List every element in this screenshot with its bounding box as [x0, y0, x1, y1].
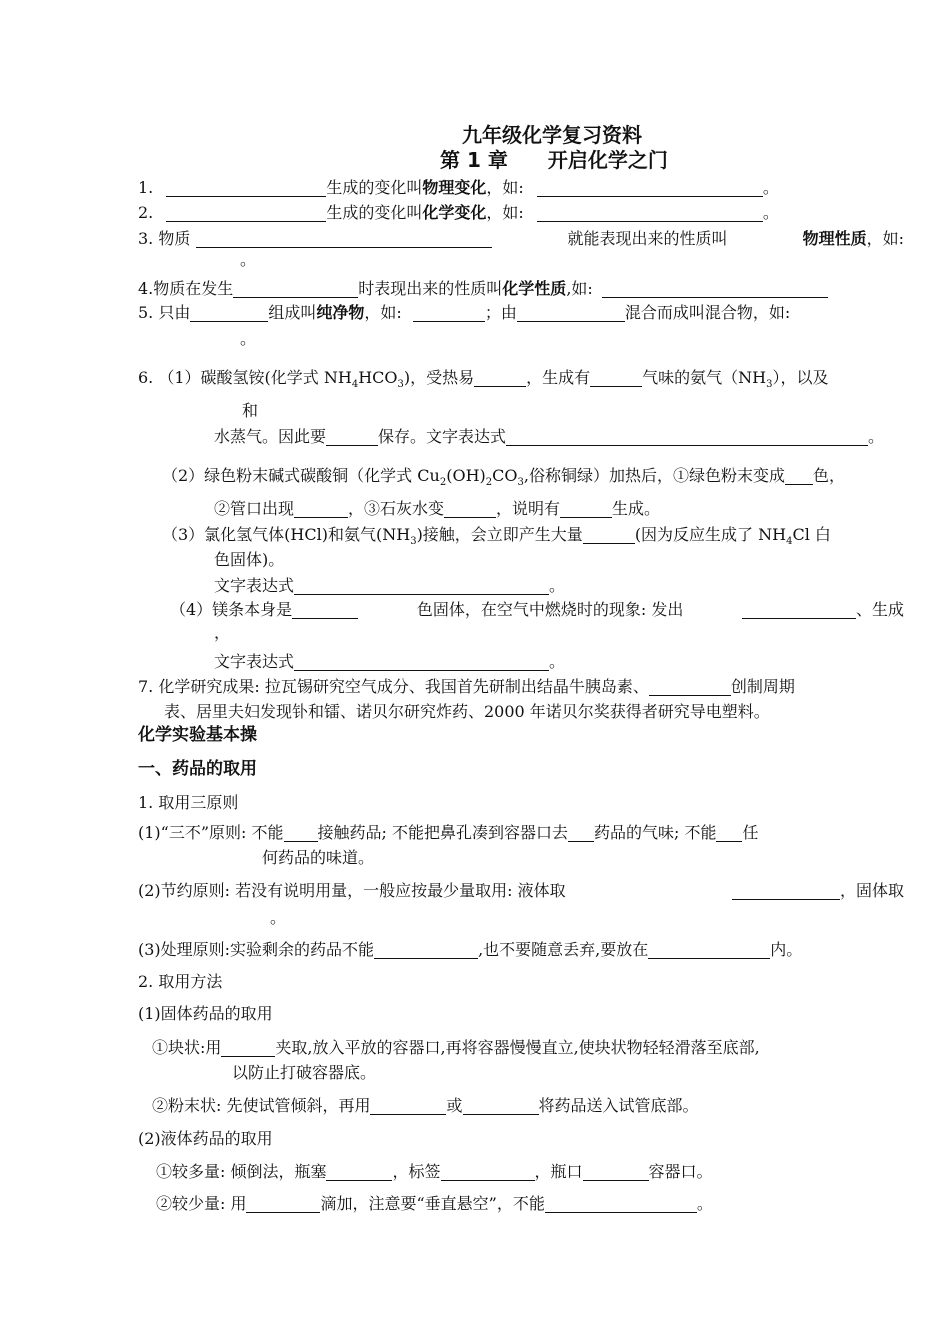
blank[interactable]: [166, 179, 326, 197]
rule-3: (3)处理原则:实验剩余的药品不能 ,也不要随意丢弃,要放在 内。: [138, 940, 803, 959]
blank[interactable]: [785, 467, 813, 485]
item-6-2: （2）绿色粉末碱式碳酸铜（化学式 $Cu_2(OH)_2CO_3$,俗称铜绿）加热后，①绿色粉末变成 色，: [162, 466, 845, 489]
item-6-2-cont: ②管口出现 ，③石灰水变 ，说明有 生成。: [214, 499, 661, 518]
blank[interactable]: [441, 1163, 535, 1181]
item-5-cont: 。: [240, 329, 257, 348]
item-6-4: （4）镁条本身是 色固体，在空气中燃烧时的现象: 发出 、生成: [170, 600, 904, 619]
blank[interactable]: [413, 304, 485, 322]
blank[interactable]: [583, 1163, 649, 1181]
item-6-4-eq: 文字表达式 。: [214, 652, 566, 671]
method-2b: ②较少量: 用 滴加，注意要“垂直悬空”，不能 。: [156, 1194, 713, 1213]
blank[interactable]: [196, 230, 492, 248]
blank[interactable]: [294, 577, 549, 595]
blank[interactable]: [292, 601, 358, 619]
method-1: (1)固体药品的取用: [138, 1004, 273, 1023]
item-7: 7. 化学研究成果: 拉瓦锡研究空气成分、我国首先研制出结晶牛胰岛素、 创制周期: [138, 677, 795, 696]
section-heading: 化学实验基本操: [138, 725, 257, 745]
blank[interactable]: [506, 428, 868, 446]
blank[interactable]: [190, 304, 268, 322]
method-1b: ②粉末状: 先使试管倾斜，再用 或 将药品送入试管底部。: [152, 1096, 699, 1115]
rule-2: (2)节约原则: 若没有说明用量，一般应按最少量取用: 液体取 ，固体取: [138, 881, 904, 900]
item-6-1: 6. （1）碳酸氢铵(化学式 $NH_4HCO_3$)，受热易 ，生成有 气味的氨气$(NH_3)$，以及: [138, 368, 829, 391]
rule-2-cont: 。: [270, 908, 287, 927]
rule-1: (1)“三不”原则: 不能 接触药品; 不能把鼻孔凑到容器口去 药品的气味; 不能 任: [138, 823, 759, 842]
blank[interactable]: [537, 204, 763, 222]
item-3: 3. 物质 就能表现出来的性质叫 物理性质，如:: [138, 229, 904, 248]
item-6-3-cont: 色固体)。: [214, 550, 285, 569]
blank[interactable]: [284, 824, 318, 842]
blank[interactable]: [370, 1097, 446, 1115]
blank[interactable]: [326, 428, 378, 446]
item-6-4-comma: ，: [214, 623, 231, 642]
blank[interactable]: [649, 678, 731, 696]
method-1a-cont: 以防止打破容器底。: [232, 1063, 377, 1082]
item-1: 1. 生成的变化叫物理变化，如: 。: [138, 178, 779, 197]
blank[interactable]: [648, 941, 770, 959]
method-1a: ①块状:用 夹取,放入平放的容器口,再将容器慢慢直立,使块状物轻轻滑落至底部,: [152, 1038, 760, 1057]
blank[interactable]: [583, 526, 635, 544]
blank[interactable]: [246, 1195, 320, 1213]
blank[interactable]: [294, 500, 348, 518]
item-6-1-and: 和: [242, 401, 259, 420]
blank[interactable]: [517, 304, 625, 322]
blank[interactable]: [374, 941, 478, 959]
blank[interactable]: [221, 1039, 275, 1057]
blank[interactable]: [568, 824, 594, 842]
item-4: 4.物质在发生 时表现出来的性质叫化学性质,如:: [138, 278, 828, 300]
paragraph-2: 2. 取用方法: [138, 972, 223, 991]
item-3-cont: 。: [240, 250, 257, 269]
blank[interactable]: [444, 500, 496, 518]
blank[interactable]: [545, 1195, 697, 1213]
blank[interactable]: [294, 653, 549, 671]
blank[interactable]: [560, 500, 612, 518]
blank[interactable]: [537, 179, 763, 197]
chapter-title: 第 1 章 开启化学之门: [440, 148, 668, 172]
blank[interactable]: [474, 369, 526, 387]
blank[interactable]: [742, 601, 856, 619]
blank[interactable]: [233, 280, 358, 298]
rule-1-cont: 何药品的味道。: [262, 848, 375, 867]
paragraph-1: 1. 取用三原则: [138, 793, 239, 812]
blank[interactable]: [166, 204, 326, 222]
method-2a: ①较多量: 倾倒法，瓶塞 ，标签 ，瓶口 容器口。: [156, 1162, 713, 1181]
blank[interactable]: [716, 824, 742, 842]
subsection-heading: 一、药品的取用: [138, 759, 257, 779]
blank[interactable]: [602, 280, 828, 298]
document-title: 九年级化学复习资料: [462, 123, 642, 147]
item-6-3-eq: 文字表达式 。: [214, 576, 566, 595]
blank[interactable]: [463, 1097, 539, 1115]
blank[interactable]: [590, 369, 642, 387]
item-6-1-cont: 水蒸气。因此要 保存。文字表达式 。: [214, 427, 885, 446]
item-6-3: （3）氯化氢气体(HCl)和氨气$(NH_3)$接触，会立即产生大量 (因为反应生成了 $NH_4Cl$ 白: [162, 525, 831, 548]
item-7-cont: 表、居里夫妇发现钋和镭、诺贝尔研究炸药、2000 年诺贝尔奖获得者研究导电塑料。: [164, 702, 770, 721]
item-5: 5. 只由 组成叫纯净物，如: ；由 混合而成叫混合物，如:: [138, 303, 791, 322]
item-2: 2. 生成的变化叫化学变化，如: 。: [138, 203, 779, 222]
blank[interactable]: [326, 1163, 392, 1181]
method-2: (2)液体药品的取用: [138, 1129, 273, 1148]
blank[interactable]: [732, 882, 840, 900]
